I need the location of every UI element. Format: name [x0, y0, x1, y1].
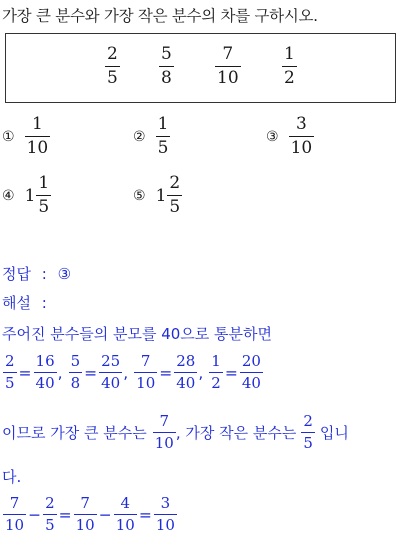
- choice-whole-number: 1: [24, 185, 36, 206]
- comma: ,: [198, 363, 204, 382]
- conversion-result-1: $\frac{16}{40}$: [35, 352, 55, 392]
- smallest-fraction: $\frac{2}{5}$: [303, 412, 313, 452]
- box-fraction-4: $\frac{1}{2}$: [284, 44, 295, 88]
- box-fraction-3: $\frac{7}{10}$: [217, 44, 239, 88]
- explanation-label: 해설: [2, 294, 31, 312]
- minus-sign: −: [98, 505, 112, 524]
- final-term-4: $\frac{4}{10}$: [115, 494, 135, 534]
- final-term-2: $\frac{2}{5}$: [45, 494, 55, 534]
- box-fraction-1: $\frac{2}{5}$: [107, 44, 118, 88]
- choice-fraction: $\frac{1}{5}$: [157, 114, 169, 158]
- conversion-result-3: $\frac{28}{40}$: [176, 352, 196, 392]
- box-fraction-2: $\frac{5}{8}$: [161, 44, 172, 88]
- text-smallest-intro: , 가장 작은 분수는: [175, 424, 297, 442]
- choice-fraction: $\frac{1}{5}$: [38, 173, 50, 217]
- fraction-box: [5, 33, 396, 103]
- comma: ,: [123, 363, 129, 382]
- choice-marker: ④: [2, 187, 15, 204]
- equals-sign: =: [18, 363, 32, 382]
- choice-marker: ③: [266, 128, 279, 145]
- conversion-original-3: $\frac{7}{10}$: [136, 352, 156, 392]
- explanation-line-3: [2, 414, 349, 451]
- choice-marker: ①: [2, 128, 15, 145]
- equals-sign: =: [159, 363, 173, 382]
- choice-3[interactable]: [266, 116, 314, 157]
- comma: ,: [57, 363, 63, 382]
- explanation-line-1: 주어진 분수들의 분모를 40으로 통분하면: [2, 325, 273, 343]
- choice-2[interactable]: [133, 116, 170, 157]
- explanation-heading: [2, 292, 47, 313]
- answer-value: ③: [57, 265, 72, 283]
- text-ending: 입니: [319, 424, 349, 442]
- final-calculation: [3, 496, 177, 533]
- equals-sign: =: [224, 363, 238, 382]
- choice-1[interactable]: [2, 116, 50, 157]
- choice-5[interactable]: [133, 175, 182, 216]
- explanation-line-4: 다.: [2, 468, 22, 486]
- conversion-result-2: $\frac{25}{40}$: [101, 352, 121, 392]
- equals-sign: =: [138, 505, 152, 524]
- choice-fraction: $\frac{1}{10}$: [26, 114, 49, 158]
- choice-marker: ②: [133, 128, 146, 145]
- question-text: 가장 큰 분수와 가장 작은 분수의 차를 구하시오.: [2, 7, 318, 25]
- text-largest-intro: 이므로 가장 큰 분수는: [2, 424, 147, 442]
- answer-colon: :: [41, 265, 47, 283]
- answer-label: 정답: [2, 265, 31, 283]
- largest-fraction: $\frac{7}{10}$: [154, 412, 174, 452]
- final-term-1: $\frac{7}{10}$: [5, 494, 25, 534]
- minus-sign: −: [28, 505, 42, 524]
- conversion-original-1: $\frac{2}{5}$: [5, 352, 15, 392]
- conversion-original-2: $\frac{5}{8}$: [70, 352, 81, 392]
- equals-sign: =: [84, 363, 98, 382]
- choice-marker: ⑤: [133, 187, 146, 204]
- conversion-original-4: $\frac{1}{2}$: [211, 352, 221, 392]
- conversion-row: [3, 354, 263, 391]
- choice-fraction: $\frac{2}{5}$: [169, 173, 181, 217]
- final-term-3: $\frac{7}{10}$: [75, 494, 95, 534]
- explanation-colon: :: [41, 294, 47, 312]
- conversion-result-4: $\frac{20}{40}$: [241, 352, 261, 392]
- choice-whole-number: 1: [155, 185, 167, 206]
- answer-line: [2, 263, 71, 284]
- choice-4[interactable]: [2, 175, 51, 216]
- equals-sign: =: [58, 505, 72, 524]
- final-result: $\frac{3}{10}$: [155, 494, 175, 534]
- choice-fraction: $\frac{3}{10}$: [290, 114, 313, 158]
